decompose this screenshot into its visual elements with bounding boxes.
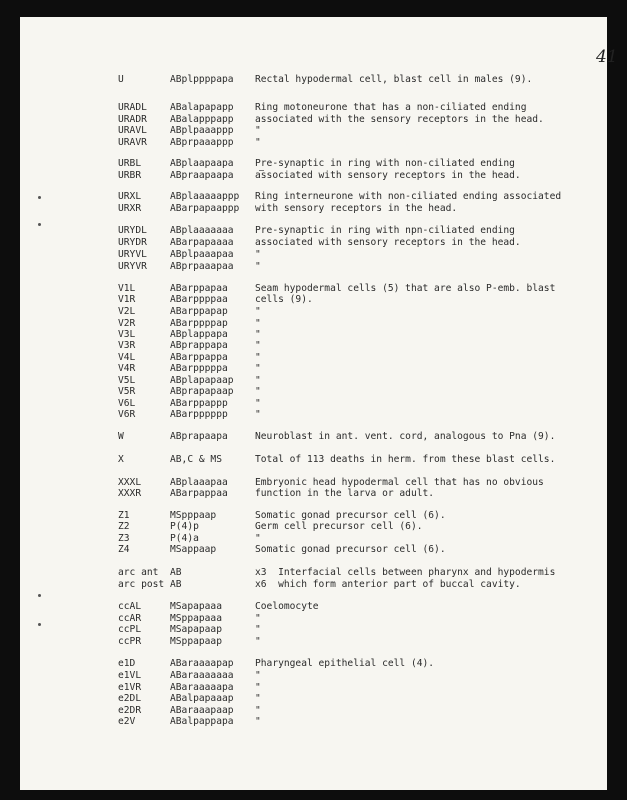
cell-name: URYVL bbox=[118, 249, 147, 260]
cell-description: " bbox=[255, 624, 261, 635]
cell-description: " bbox=[255, 125, 261, 136]
cell-name: V3L bbox=[118, 329, 136, 340]
cell-name: URADL bbox=[118, 102, 147, 113]
cell-lineage: ABalapppapp bbox=[170, 114, 234, 125]
table-row bbox=[20, 635, 607, 648]
cell-lineage: ABplppppapa bbox=[170, 74, 234, 85]
cell-description: " bbox=[255, 398, 261, 409]
cell-lineage: ABarppappp bbox=[170, 398, 228, 409]
cell-name: URYVR bbox=[118, 261, 147, 272]
cell-name: V3R bbox=[118, 340, 136, 351]
cell-lineage: ABaraaaaaaa bbox=[170, 670, 234, 681]
table-row bbox=[20, 408, 607, 421]
cell-lineage: MSppapaap bbox=[170, 636, 222, 647]
cell-name: arc ant bbox=[118, 567, 159, 578]
cell-name: e1D bbox=[118, 658, 136, 669]
cell-description: Ring interneurone with non-ciliated ending associated bbox=[255, 191, 562, 202]
cell-name: e1VL bbox=[118, 670, 142, 681]
cell-name: V1L bbox=[118, 283, 136, 294]
cell-name: Z4 bbox=[118, 544, 130, 555]
table-row bbox=[20, 453, 607, 466]
cell-description: Somatic gonad precursor cell (6). bbox=[255, 544, 446, 555]
cell-name: URXR bbox=[118, 203, 142, 214]
table-row bbox=[20, 430, 607, 443]
punch-mark bbox=[38, 196, 41, 199]
cell-name: URBR bbox=[118, 170, 142, 181]
document-page bbox=[20, 17, 618, 790]
cell-description: with sensory receptors in the head. bbox=[255, 203, 458, 214]
cell-description: " bbox=[255, 137, 261, 148]
cell-name: arc post bbox=[118, 579, 165, 590]
cell-name: URBL bbox=[118, 158, 142, 169]
cell-description: associated with sensory receptors in the head. bbox=[255, 237, 521, 248]
cell-name: ccPR bbox=[118, 636, 142, 647]
cell-lineage: ABaraaapaap bbox=[170, 705, 234, 716]
cell-name: V4R bbox=[118, 363, 136, 374]
cell-description: Seam hypodermal cells (5) that are also P-emb. blast bbox=[255, 283, 556, 294]
cell-lineage: ABarppppaa bbox=[170, 294, 228, 305]
cell-description: " bbox=[255, 386, 261, 397]
cell-name: ccAL bbox=[118, 601, 142, 612]
cell-lineage: ABprpaaappp bbox=[170, 137, 234, 148]
cell-description: " bbox=[255, 249, 261, 260]
cell-description: Somatic gonad precursor cell (6). bbox=[255, 510, 446, 521]
cell-description: " bbox=[255, 533, 261, 544]
cell-lineage: AB,C & MS bbox=[170, 454, 222, 465]
cell-lineage: ABplaaaaappp bbox=[170, 191, 240, 202]
cell-name: V2L bbox=[118, 306, 136, 317]
table-row bbox=[20, 715, 607, 728]
cell-lineage: MSapapaap bbox=[170, 624, 222, 635]
cell-description: x6 which form anterior part of buccal cavity. bbox=[255, 579, 521, 590]
page-number: 41 bbox=[596, 47, 618, 67]
cell-lineage: ABprappapa bbox=[170, 340, 228, 351]
cell-name: URYDL bbox=[118, 225, 147, 236]
cell-name: URYDR bbox=[118, 237, 147, 248]
cell-lineage: ABplapapaap bbox=[170, 375, 234, 386]
cell-lineage: ABarppapaa bbox=[170, 283, 228, 294]
cell-lineage: ABarpppppa bbox=[170, 363, 228, 374]
cell-lineage: ABplpaaappp bbox=[170, 125, 234, 136]
cell-name: Z3 bbox=[118, 533, 130, 544]
cell-description: associated with sensory receptors in the head. bbox=[255, 170, 521, 181]
cell-description: " bbox=[255, 682, 261, 693]
cell-lineage: ABalpapaaap bbox=[170, 693, 234, 704]
punch-mark bbox=[38, 623, 41, 626]
cell-lineage: ABarppppap bbox=[170, 318, 228, 329]
cell-lineage: ABpraapaapa bbox=[170, 170, 234, 181]
cell-lineage: ABalapapapp bbox=[170, 102, 234, 113]
table-row bbox=[20, 202, 607, 215]
cell-name: V5L bbox=[118, 375, 136, 386]
cell-lineage: P(4)p bbox=[170, 521, 199, 532]
cell-description: Ring motoneurone that has a non-ciliated ending bbox=[255, 102, 527, 113]
cell-description: " bbox=[255, 670, 261, 681]
punch-mark bbox=[38, 223, 41, 226]
cell-name: URAVR bbox=[118, 137, 147, 148]
cell-description: " bbox=[255, 613, 261, 624]
cell-lineage: ABaraaaaapa bbox=[170, 682, 234, 693]
cell-name: e2DR bbox=[118, 705, 142, 716]
cell-name: W bbox=[118, 431, 124, 442]
cell-description: " bbox=[255, 716, 261, 727]
cell-name: U bbox=[118, 74, 124, 85]
cell-name: V5R bbox=[118, 386, 136, 397]
cell-lineage: ABplaaaaaaa bbox=[170, 225, 234, 236]
cell-lineage: MSapapaaa bbox=[170, 601, 222, 612]
cell-description: " bbox=[255, 375, 261, 386]
cell-lineage: ABplaapaapa bbox=[170, 158, 234, 169]
cell-lineage: ABplaaapaa bbox=[170, 477, 228, 488]
cell-name: e2DL bbox=[118, 693, 142, 704]
cell-description: " bbox=[255, 318, 261, 329]
cell-description: " bbox=[255, 261, 261, 272]
cell-lineage: MSappaap bbox=[170, 544, 217, 555]
table-row bbox=[20, 487, 607, 500]
cell-lineage: MSpppaap bbox=[170, 510, 217, 521]
cell-description: " bbox=[255, 329, 261, 340]
cell-lineage: AB bbox=[170, 567, 182, 578]
cell-name: e2V bbox=[118, 716, 136, 727]
cell-lineage: P(4)a bbox=[170, 533, 199, 544]
cell-name: V2R bbox=[118, 318, 136, 329]
table-row bbox=[20, 578, 607, 591]
cell-name: URAVL bbox=[118, 125, 147, 136]
cell-lineage: ABarpapaaaa bbox=[170, 237, 234, 248]
cell-description: " bbox=[255, 306, 261, 317]
cell-description: " bbox=[255, 693, 261, 704]
cell-lineage: ABprpaaapaa bbox=[170, 261, 234, 272]
cell-description: " bbox=[255, 409, 261, 420]
cell-description: associated with the sensory receptors in the head. bbox=[255, 114, 544, 125]
table-row bbox=[20, 260, 607, 273]
cell-description: Neuroblast in ant. vent. cord, analogous to Pna (9). bbox=[255, 431, 556, 442]
cell-description: " bbox=[255, 340, 261, 351]
cell-lineage: ABprapapaap bbox=[170, 386, 234, 397]
cell-lineage: ABalpappapa bbox=[170, 716, 234, 727]
cell-description: cells (9). bbox=[255, 294, 313, 305]
cell-name: URXL bbox=[118, 191, 142, 202]
cell-lineage: ABarpapaappp bbox=[170, 203, 240, 214]
cell-description: " bbox=[255, 705, 261, 716]
cell-description: Total of 113 deaths in herm. from these blast cells. bbox=[255, 454, 556, 465]
punch-mark bbox=[38, 594, 41, 597]
cell-description: function in the larva or adult. bbox=[255, 488, 435, 499]
cell-description: Embryonic head hypodermal cell that has no obvious bbox=[255, 477, 544, 488]
cell-description: Pharyngeal epithelial cell (4). bbox=[255, 658, 435, 669]
cell-name: ccAR bbox=[118, 613, 142, 624]
cell-lineage: ABarpppppp bbox=[170, 409, 228, 420]
cell-description: " bbox=[255, 636, 261, 647]
cell-name: Z2 bbox=[118, 521, 130, 532]
cell-name: e1VR bbox=[118, 682, 142, 693]
cell-name: Z1 bbox=[118, 510, 130, 521]
table-row bbox=[20, 543, 607, 556]
cell-lineage: ABplpaaapaa bbox=[170, 249, 234, 260]
cell-lineage: MSppapaaa bbox=[170, 613, 222, 624]
cell-description: x3 Interfacial cells between pharynx and hypodermis bbox=[255, 567, 556, 578]
cell-description: Coelomocyte bbox=[255, 601, 319, 612]
cell-lineage: ABaraaaapap bbox=[170, 658, 234, 669]
cell-lineage: AB bbox=[170, 579, 182, 590]
cell-name: V4L bbox=[118, 352, 136, 363]
cell-name: V6R bbox=[118, 409, 136, 420]
cell-name: XXXL bbox=[118, 477, 142, 488]
cell-lineage: ABarppappa bbox=[170, 352, 228, 363]
cell-name: ccPL bbox=[118, 624, 142, 635]
cell-lineage: ABarppapap bbox=[170, 306, 228, 317]
cell-description: " bbox=[255, 363, 261, 374]
cell-description: Germ cell precursor cell (6). bbox=[255, 521, 423, 532]
cell-lineage: ABarpappaa bbox=[170, 488, 228, 499]
cell-name: V6L bbox=[118, 398, 136, 409]
table-row bbox=[20, 169, 607, 182]
table-row bbox=[20, 136, 607, 149]
cell-name: X bbox=[118, 454, 124, 465]
cell-description: Pre-synaptic in ring with non-ciliated ending bbox=[255, 158, 515, 169]
cell-name: XXXR bbox=[118, 488, 142, 499]
cell-name: URADR bbox=[118, 114, 147, 125]
cell-name: V1R bbox=[118, 294, 136, 305]
cell-lineage: ABprapaapa bbox=[170, 431, 228, 442]
cell-description: Pre-synaptic in ring with npn-ciliated ending bbox=[255, 225, 515, 236]
cell-description: Rectal hypodermal cell, blast cell in males (9). bbox=[255, 74, 533, 85]
table-row bbox=[20, 73, 607, 86]
cell-lineage: ABplappapa bbox=[170, 329, 228, 340]
cell-description: " bbox=[255, 352, 261, 363]
